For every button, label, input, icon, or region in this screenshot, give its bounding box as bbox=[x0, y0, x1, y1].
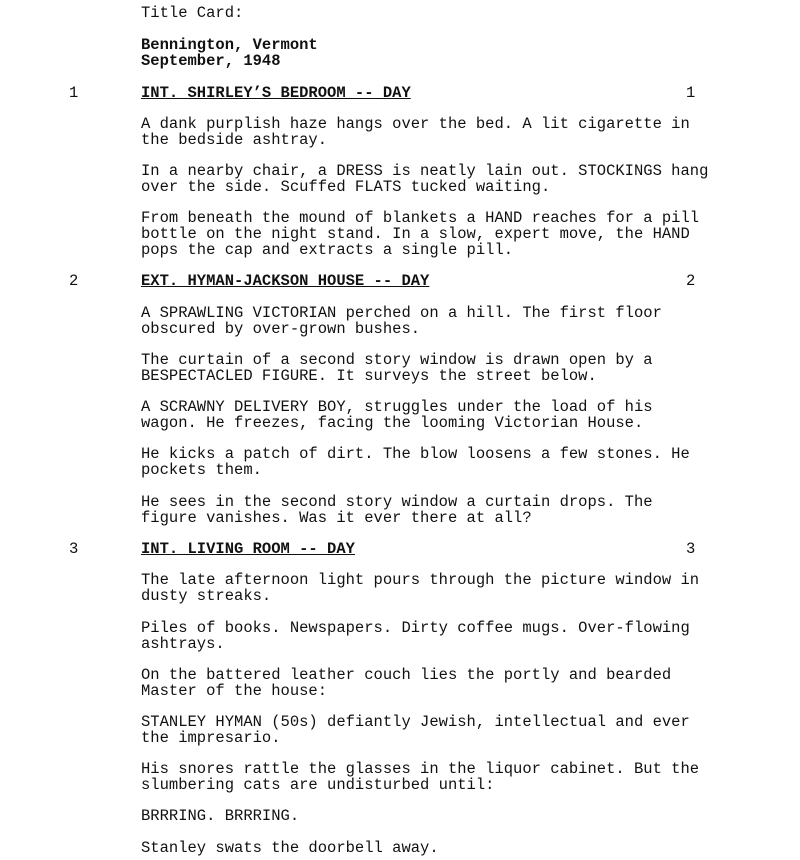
scene-number-left: 1 bbox=[69, 84, 79, 102]
action-paragraph: His snores rattle the glasses in the liquor cabinet. But the slumbering cats are undisturbed until: bbox=[141, 760, 700, 794]
action-paragraph: STANLEY HYMAN (50s) defiantly Jewish, intellectual and ever the impresario. bbox=[141, 713, 690, 747]
action-paragraph: A SPRAWLING VICTORIAN perched on a hill. The first floor obscured by over-grown bushes. bbox=[141, 304, 662, 338]
scene-number-left: 2 bbox=[69, 272, 79, 290]
action-paragraph: He sees in the second story window a curtain drops. The figure vanishes. Was it ever there at all? bbox=[141, 493, 653, 527]
scene-heading: INT. SHIRLEY’S BEDROOM -- DAY bbox=[141, 84, 411, 102]
action-paragraph: In a nearby chair, a DRESS is neatly lain out. STOCKINGS hang over the side. Scuffed FLATS tucked waiting. bbox=[141, 162, 709, 196]
action-paragraph: On the battered leather couch lies the portly and bearded Master of the house: bbox=[141, 666, 672, 700]
action-paragraph: BRRRING. BRRRING. bbox=[141, 807, 300, 825]
scene-number-right: 2 bbox=[686, 272, 696, 290]
title-card-date: September, 1948 bbox=[141, 52, 281, 70]
title-card-location: Bennington, Vermont bbox=[141, 36, 318, 54]
scene-number-right: 1 bbox=[686, 84, 696, 102]
action-paragraph: A dank purplish haze hangs over the bed. A lit cigarette in the bedside ashtray. bbox=[141, 115, 690, 149]
scene-number-right: 3 bbox=[686, 540, 696, 558]
action-paragraph: The curtain of a second story window is drawn open by a BESPECTACLED FIGURE. It surveys the street below. bbox=[141, 351, 653, 385]
action-paragraph: The late afternoon light pours through the picture window in dusty streaks. bbox=[141, 571, 700, 605]
title-card-label: Title Card: bbox=[141, 4, 244, 22]
scene-number-left: 3 bbox=[69, 540, 79, 558]
scene-heading: EXT. HYMAN-JACKSON HOUSE -- DAY bbox=[141, 272, 430, 290]
action-paragraph: Piles of books. Newspapers. Dirty coffee mugs. Over-flowing ashtrays. bbox=[141, 619, 690, 653]
action-paragraph: Stanley swats the doorbell away. bbox=[141, 839, 439, 857]
action-paragraph: From beneath the mound of blankets a HAND reaches for a pill bottle on the night stand. In a slow, expert move, the HAND pops the cap and extracts a single pill. bbox=[141, 209, 700, 259]
action-paragraph: A SCRAWNY DELIVERY BOY, struggles under the load of his wagon. He freezes, facing the looming Victorian House. bbox=[141, 398, 653, 432]
scene-heading: INT. LIVING ROOM -- DAY bbox=[141, 540, 355, 558]
action-paragraph: He kicks a patch of dirt. The blow loosens a few stones. He pockets them. bbox=[141, 445, 690, 479]
